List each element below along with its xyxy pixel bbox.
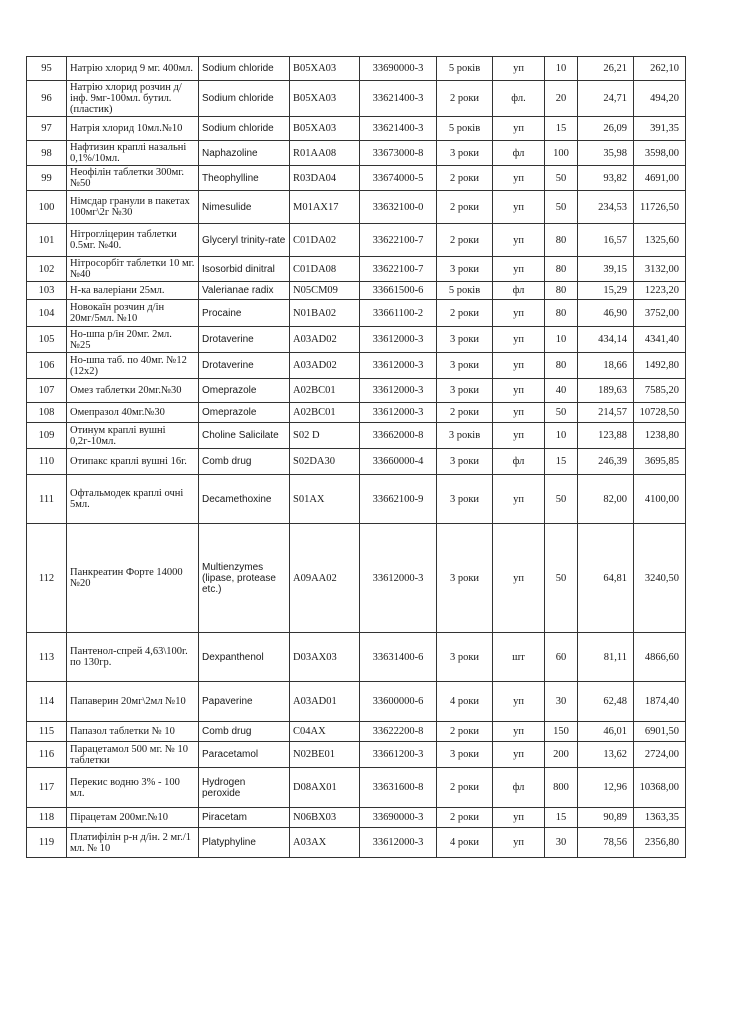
shelf-life-cell: 2 роки — [437, 722, 493, 742]
quantity-cell: 80 — [545, 282, 578, 300]
sum-cell: 2724,00 — [634, 742, 686, 768]
sum-cell: 1492,80 — [634, 353, 686, 379]
atc-code-cell: A02BC01 — [290, 379, 360, 403]
quantity-cell: 80 — [545, 300, 578, 327]
unit-cell: уп — [493, 224, 545, 257]
dk-code-cell: 33661200-3 — [360, 742, 437, 768]
atc-code-cell: N06BX03 — [290, 808, 360, 828]
sum-cell: 4866,60 — [634, 633, 686, 682]
price-cell: 90,89 — [578, 808, 634, 828]
quantity-cell: 30 — [545, 828, 578, 858]
table-row — [27, 768, 686, 808]
inn-name-cell: Comb drug — [199, 449, 290, 475]
sum-cell: 11726,50 — [634, 191, 686, 224]
quantity-cell: 100 — [545, 141, 578, 166]
unit-cell: фл — [493, 141, 545, 166]
unit-cell: уп — [493, 742, 545, 768]
inn-name-cell: Drotaverine — [199, 327, 290, 353]
dk-code-cell: 33612000-3 — [360, 403, 437, 423]
dk-code-cell: 33632100-0 — [360, 191, 437, 224]
sum-cell: 4100,00 — [634, 475, 686, 524]
dk-code-cell: 33673000-8 — [360, 141, 437, 166]
atc-code-cell: N05CM09 — [290, 282, 360, 300]
price-cell: 434,14 — [578, 327, 634, 353]
sum-cell: 3240,50 — [634, 524, 686, 633]
unit-cell: фл — [493, 768, 545, 808]
table-row — [27, 808, 686, 828]
row-number-cell: 118 — [27, 808, 67, 828]
row-number-cell: 119 — [27, 828, 67, 858]
sum-cell: 1363,35 — [634, 808, 686, 828]
medicines-table — [26, 56, 686, 858]
unit-cell: фл — [493, 282, 545, 300]
price-cell: 15,29 — [578, 282, 634, 300]
table-row — [27, 300, 686, 327]
atc-code-cell: N02BE01 — [290, 742, 360, 768]
drug-name-cell: Омез таблетки 20мг.№30 — [67, 379, 199, 403]
drug-name-cell: Неофілін таблетки 300мг.№50 — [67, 166, 199, 191]
shelf-life-cell: 2 роки — [437, 300, 493, 327]
atc-code-cell: A03AD01 — [290, 682, 360, 722]
dk-code-cell: 33662100-9 — [360, 475, 437, 524]
atc-code-cell: C01DA08 — [290, 257, 360, 282]
shelf-life-cell: 3 роки — [437, 633, 493, 682]
row-number-cell: 100 — [27, 191, 67, 224]
drug-name-cell: Німсдар гранули в пакетах 100мг\2г №30 — [67, 191, 199, 224]
quantity-cell: 150 — [545, 722, 578, 742]
unit-cell: уп — [493, 403, 545, 423]
row-number-cell: 105 — [27, 327, 67, 353]
drug-name-cell: Пантенол-спрей 4,63\100г. по 130гр. — [67, 633, 199, 682]
inn-name-cell: Drotaverine — [199, 353, 290, 379]
atc-code-cell: S02DA30 — [290, 449, 360, 475]
shelf-life-cell: 2 роки — [437, 768, 493, 808]
row-number-cell: 95 — [27, 57, 67, 81]
inn-name-cell: Papaverine — [199, 682, 290, 722]
drug-name-cell: Н-ка валеріани 25мл. — [67, 282, 199, 300]
unit-cell: уп — [493, 57, 545, 81]
table-row — [27, 57, 686, 81]
inn-name-cell: Sodium chloride — [199, 81, 290, 117]
table-body — [27, 57, 686, 858]
shelf-life-cell: 2 роки — [437, 403, 493, 423]
quantity-cell: 10 — [545, 57, 578, 81]
table-row — [27, 81, 686, 117]
quantity-cell: 20 — [545, 81, 578, 117]
dk-code-cell: 33690000-3 — [360, 57, 437, 81]
price-cell: 12,96 — [578, 768, 634, 808]
atc-code-cell: C01DA02 — [290, 224, 360, 257]
table-row — [27, 191, 686, 224]
price-cell: 189,63 — [578, 379, 634, 403]
inn-name-cell: Omeprazole — [199, 379, 290, 403]
row-number-cell: 115 — [27, 722, 67, 742]
price-cell: 35,98 — [578, 141, 634, 166]
atc-code-cell: D08AX01 — [290, 768, 360, 808]
shelf-life-cell: 2 роки — [437, 808, 493, 828]
price-cell: 64,81 — [578, 524, 634, 633]
shelf-life-cell: 5 років — [437, 117, 493, 141]
atc-code-cell: A03AD02 — [290, 353, 360, 379]
sum-cell: 10728,50 — [634, 403, 686, 423]
shelf-life-cell: 4 роки — [437, 828, 493, 858]
row-number-cell: 111 — [27, 475, 67, 524]
dk-code-cell: 33612000-3 — [360, 524, 437, 633]
unit-cell: фл. — [493, 81, 545, 117]
unit-cell: уп — [493, 191, 545, 224]
price-cell: 93,82 — [578, 166, 634, 191]
row-number-cell: 97 — [27, 117, 67, 141]
table-row — [27, 524, 686, 633]
price-cell: 13,62 — [578, 742, 634, 768]
sum-cell: 391,35 — [634, 117, 686, 141]
unit-cell: уп — [493, 257, 545, 282]
inn-name-cell: Multienzymes (lipase, protease etc.) — [199, 524, 290, 633]
quantity-cell: 15 — [545, 808, 578, 828]
drug-name-cell: Пірацетам 200мг.№10 — [67, 808, 199, 828]
dk-code-cell: 33622100-7 — [360, 224, 437, 257]
quantity-cell: 50 — [545, 524, 578, 633]
dk-code-cell: 33661100-2 — [360, 300, 437, 327]
quantity-cell: 80 — [545, 257, 578, 282]
unit-cell: фл — [493, 449, 545, 475]
inn-name-cell: Naphazoline — [199, 141, 290, 166]
quantity-cell: 80 — [545, 353, 578, 379]
quantity-cell: 80 — [545, 224, 578, 257]
quantity-cell: 40 — [545, 379, 578, 403]
table-row — [27, 166, 686, 191]
sum-cell: 4341,40 — [634, 327, 686, 353]
drug-name-cell: Папаверин 20мг\2мл №10 — [67, 682, 199, 722]
drug-name-cell: Нітрогліцерин таблетки 0.5мг. №40. — [67, 224, 199, 257]
shelf-life-cell: 4 роки — [437, 682, 493, 722]
sum-cell: 3695,85 — [634, 449, 686, 475]
dk-code-cell: 33662000-8 — [360, 423, 437, 449]
atc-code-cell: A03AD02 — [290, 327, 360, 353]
table-row — [27, 449, 686, 475]
inn-name-cell: Nimesulide — [199, 191, 290, 224]
dk-code-cell: 33612000-3 — [360, 828, 437, 858]
shelf-life-cell: 2 роки — [437, 166, 493, 191]
sum-cell: 262,10 — [634, 57, 686, 81]
unit-cell: уп — [493, 379, 545, 403]
atc-code-cell: B05XA03 — [290, 117, 360, 141]
drug-name-cell: Нітросорбіт таблетки 10 мг. №40 — [67, 257, 199, 282]
sum-cell: 1238,80 — [634, 423, 686, 449]
row-number-cell: 108 — [27, 403, 67, 423]
sum-cell: 1223,20 — [634, 282, 686, 300]
quantity-cell: 10 — [545, 327, 578, 353]
shelf-life-cell: 2 роки — [437, 81, 493, 117]
shelf-life-cell: 3 роки — [437, 449, 493, 475]
quantity-cell: 60 — [545, 633, 578, 682]
drug-name-cell: Натрію хлорид розчин д/інф. 9мг-100мл. бутил. (пластик) — [67, 81, 199, 117]
sum-cell: 4691,00 — [634, 166, 686, 191]
price-cell: 214,57 — [578, 403, 634, 423]
drug-name-cell: Нафтизин краплі назальні 0,1%/10мл. — [67, 141, 199, 166]
unit-cell: уп — [493, 117, 545, 141]
inn-name-cell: Theophylline — [199, 166, 290, 191]
atc-code-cell: D03AX03 — [290, 633, 360, 682]
unit-cell: уп — [493, 475, 545, 524]
row-number-cell: 107 — [27, 379, 67, 403]
table-row — [27, 257, 686, 282]
dk-code-cell: 33661500-6 — [360, 282, 437, 300]
dk-code-cell: 33621400-3 — [360, 117, 437, 141]
shelf-life-cell: 3 роки — [437, 353, 493, 379]
quantity-cell: 15 — [545, 117, 578, 141]
atc-code-cell: A03AX — [290, 828, 360, 858]
shelf-life-cell: 3 роки — [437, 141, 493, 166]
atc-code-cell: A09AA02 — [290, 524, 360, 633]
price-cell: 46,01 — [578, 722, 634, 742]
price-cell: 78,56 — [578, 828, 634, 858]
sum-cell: 3752,00 — [634, 300, 686, 327]
inn-name-cell: Piracetam — [199, 808, 290, 828]
inn-name-cell: Glyceryl trinity-rate — [199, 224, 290, 257]
row-number-cell: 116 — [27, 742, 67, 768]
inn-name-cell: Sodium chloride — [199, 117, 290, 141]
shelf-life-cell: 5 років — [437, 57, 493, 81]
sum-cell: 6901,50 — [634, 722, 686, 742]
drug-name-cell: Новокаїн розчин д/ін 20мг/5мл. №10 — [67, 300, 199, 327]
inn-name-cell: Dexpanthenol — [199, 633, 290, 682]
drug-name-cell: Перекис водню 3% - 100 мл. — [67, 768, 199, 808]
unit-cell: уп — [493, 682, 545, 722]
inn-name-cell: Decamethoxine — [199, 475, 290, 524]
drug-name-cell: Натрію хлорид 9 мг. 400мл. — [67, 57, 199, 81]
row-number-cell: 109 — [27, 423, 67, 449]
inn-name-cell: Choline Salicilate — [199, 423, 290, 449]
atc-code-cell: M01AX17 — [290, 191, 360, 224]
row-number-cell: 101 — [27, 224, 67, 257]
atc-code-cell: R01AA08 — [290, 141, 360, 166]
dk-code-cell: 33621400-3 — [360, 81, 437, 117]
sum-cell: 3132,00 — [634, 257, 686, 282]
row-number-cell: 104 — [27, 300, 67, 327]
price-cell: 234,53 — [578, 191, 634, 224]
inn-name-cell: Platyphyline — [199, 828, 290, 858]
atc-code-cell: S02 D — [290, 423, 360, 449]
table-row — [27, 224, 686, 257]
shelf-life-cell: 3 роки — [437, 524, 493, 633]
table-row — [27, 475, 686, 524]
unit-cell: уп — [493, 353, 545, 379]
dk-code-cell: 33612000-3 — [360, 379, 437, 403]
drug-name-cell: Платифілін р-н д/ін. 2 мг./1 мл. № 10 — [67, 828, 199, 858]
atc-code-cell: B05XA03 — [290, 81, 360, 117]
drug-name-cell: Папазол таблетки № 10 — [67, 722, 199, 742]
row-number-cell: 112 — [27, 524, 67, 633]
quantity-cell: 10 — [545, 423, 578, 449]
sum-cell: 1874,40 — [634, 682, 686, 722]
drug-name-cell: Панкреатин Форте 14000 №20 — [67, 524, 199, 633]
unit-cell: уп — [493, 524, 545, 633]
dk-code-cell: 33600000-6 — [360, 682, 437, 722]
inn-name-cell: Hydrogen peroxide — [199, 768, 290, 808]
sum-cell: 1325,60 — [634, 224, 686, 257]
row-number-cell: 103 — [27, 282, 67, 300]
shelf-life-cell: 2 роки — [437, 224, 493, 257]
inn-name-cell: Paracetamol — [199, 742, 290, 768]
table-row — [27, 633, 686, 682]
quantity-cell: 50 — [545, 475, 578, 524]
dk-code-cell: 33674000-5 — [360, 166, 437, 191]
table-row — [27, 353, 686, 379]
table-row — [27, 682, 686, 722]
shelf-life-cell: 3 роки — [437, 379, 493, 403]
inn-name-cell: Omeprazole — [199, 403, 290, 423]
row-number-cell: 98 — [27, 141, 67, 166]
inn-name-cell: Isosorbid dinitral — [199, 257, 290, 282]
dk-code-cell: 33631600-8 — [360, 768, 437, 808]
price-cell: 26,09 — [578, 117, 634, 141]
table-row — [27, 742, 686, 768]
shelf-life-cell: 3 років — [437, 423, 493, 449]
sum-cell: 3598,00 — [634, 141, 686, 166]
row-number-cell: 96 — [27, 81, 67, 117]
price-cell: 46,90 — [578, 300, 634, 327]
sum-cell: 2356,80 — [634, 828, 686, 858]
sum-cell: 10368,00 — [634, 768, 686, 808]
unit-cell: уп — [493, 327, 545, 353]
inn-name-cell: Valerianae radix — [199, 282, 290, 300]
table-row — [27, 828, 686, 858]
price-cell: 123,88 — [578, 423, 634, 449]
row-number-cell: 117 — [27, 768, 67, 808]
price-cell: 18,66 — [578, 353, 634, 379]
unit-cell: уп — [493, 166, 545, 191]
price-cell: 81,11 — [578, 633, 634, 682]
table-row — [27, 379, 686, 403]
table-row — [27, 722, 686, 742]
quantity-cell: 200 — [545, 742, 578, 768]
price-cell: 39,15 — [578, 257, 634, 282]
row-number-cell: 113 — [27, 633, 67, 682]
atc-code-cell: A02BC01 — [290, 403, 360, 423]
unit-cell: уп — [493, 828, 545, 858]
sum-cell: 7585,20 — [634, 379, 686, 403]
quantity-cell: 800 — [545, 768, 578, 808]
row-number-cell: 102 — [27, 257, 67, 282]
unit-cell: шт — [493, 633, 545, 682]
row-number-cell: 114 — [27, 682, 67, 722]
dk-code-cell: 33622100-7 — [360, 257, 437, 282]
row-number-cell: 110 — [27, 449, 67, 475]
unit-cell: уп — [493, 423, 545, 449]
table-row — [27, 327, 686, 353]
atc-code-cell: S01AX — [290, 475, 360, 524]
shelf-life-cell: 3 роки — [437, 475, 493, 524]
price-cell: 24,71 — [578, 81, 634, 117]
shelf-life-cell: 5 років — [437, 282, 493, 300]
shelf-life-cell: 3 роки — [437, 257, 493, 282]
drug-name-cell: Омепразол 40мг.№30 — [67, 403, 199, 423]
inn-name-cell: Comb drug — [199, 722, 290, 742]
quantity-cell: 50 — [545, 166, 578, 191]
drug-name-cell: Натрія хлорид 10мл.№10 — [67, 117, 199, 141]
price-cell: 82,00 — [578, 475, 634, 524]
row-number-cell: 99 — [27, 166, 67, 191]
dk-code-cell: 33622200-8 — [360, 722, 437, 742]
atc-code-cell: N01BA02 — [290, 300, 360, 327]
table-row — [27, 423, 686, 449]
table-row — [27, 282, 686, 300]
unit-cell: уп — [493, 808, 545, 828]
table-row — [27, 117, 686, 141]
quantity-cell: 50 — [545, 191, 578, 224]
inn-name-cell: Sodium chloride — [199, 57, 290, 81]
atc-code-cell: R03DA04 — [290, 166, 360, 191]
drug-name-cell: Но-шпа р/ін 20мг. 2мл. №25 — [67, 327, 199, 353]
drug-name-cell: Офтальмодек краплі очні 5мл. — [67, 475, 199, 524]
table-row — [27, 403, 686, 423]
drug-name-cell: Отипакс краплі вушні 16г. — [67, 449, 199, 475]
row-number-cell: 106 — [27, 353, 67, 379]
dk-code-cell: 33690000-3 — [360, 808, 437, 828]
dk-code-cell: 33612000-3 — [360, 327, 437, 353]
drug-name-cell: Парацетамол 500 мг. № 10 таблетки — [67, 742, 199, 768]
inn-name-cell: Procaine — [199, 300, 290, 327]
price-cell: 16,57 — [578, 224, 634, 257]
sum-cell: 494,20 — [634, 81, 686, 117]
quantity-cell: 15 — [545, 449, 578, 475]
shelf-life-cell: 3 роки — [437, 327, 493, 353]
price-cell: 62,48 — [578, 682, 634, 722]
drug-name-cell: Но-шпа таб. по 40мг. №12 (12х2) — [67, 353, 199, 379]
unit-cell: уп — [493, 300, 545, 327]
quantity-cell: 30 — [545, 682, 578, 722]
dk-code-cell: 33631400-6 — [360, 633, 437, 682]
shelf-life-cell: 3 роки — [437, 742, 493, 768]
atc-code-cell: C04AX — [290, 722, 360, 742]
shelf-life-cell: 2 роки — [437, 191, 493, 224]
unit-cell: уп — [493, 722, 545, 742]
table-row — [27, 141, 686, 166]
dk-code-cell: 33660000-4 — [360, 449, 437, 475]
price-cell: 26,21 — [578, 57, 634, 81]
drug-name-cell: Отинум краплі вушні 0,2г-10мл. — [67, 423, 199, 449]
quantity-cell: 50 — [545, 403, 578, 423]
dk-code-cell: 33612000-3 — [360, 353, 437, 379]
price-cell: 246,39 — [578, 449, 634, 475]
atc-code-cell: B05XA03 — [290, 57, 360, 81]
